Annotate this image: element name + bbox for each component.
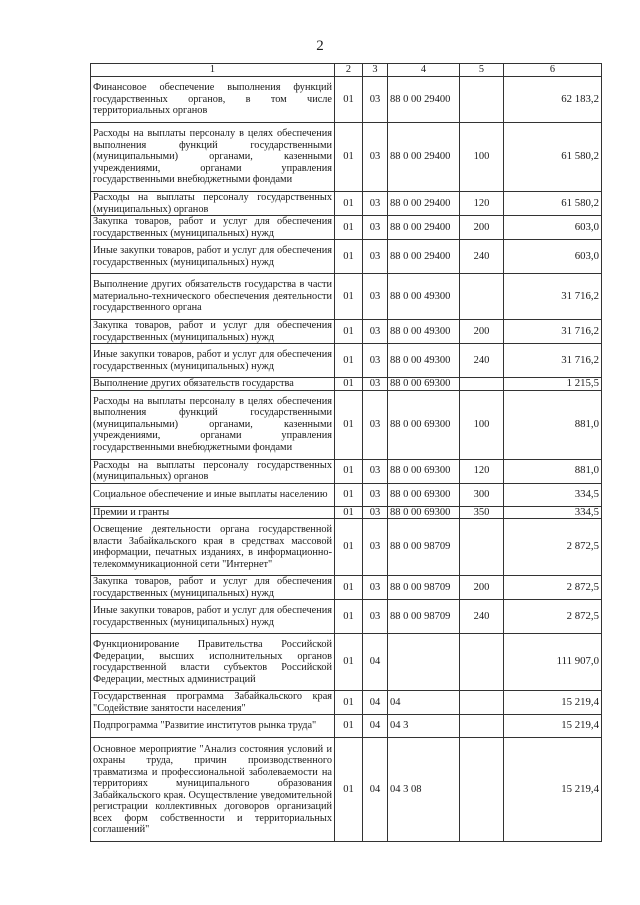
table-row: [91, 320, 602, 344]
header-col-name: 1: [91, 64, 335, 77]
cell-target-article: 88 0 00 29400: [388, 123, 460, 192]
table-row: [91, 483, 602, 506]
table-row: [91, 77, 602, 123]
cell-section: 01: [335, 634, 363, 691]
cell-subsection: 03: [363, 576, 388, 600]
cell-expense-type: [460, 77, 504, 123]
table-row: [91, 123, 602, 192]
cell-name: Подпрограмма "Развитие институтов рынка труда": [91, 715, 335, 738]
header-col-expense-type: 5: [460, 64, 504, 77]
cell-target-article: 88 0 00 49300: [388, 320, 460, 344]
cell-target-article: 88 0 00 49300: [388, 274, 460, 320]
cell-subsection: 03: [363, 274, 388, 320]
table-row: [91, 390, 602, 459]
cell-subsection: 03: [363, 459, 388, 483]
cell-subsection: 03: [363, 519, 388, 576]
cell-amount: 881,0: [504, 390, 602, 459]
cell-expense-type: [460, 738, 504, 842]
table-body: [91, 77, 602, 842]
table-row: [91, 216, 602, 240]
cell-subsection: 03: [363, 390, 388, 459]
cell-name: Иные закупки товаров, работ и услуг для обеспечения государственных (муниципальных) нужд: [91, 600, 335, 634]
cell-subsection: 03: [363, 77, 388, 123]
cell-section: 01: [335, 506, 363, 519]
cell-target-article: 88 0 00 69300: [388, 459, 460, 483]
table-row: [91, 459, 602, 483]
cell-name: Выполнение других обязательств государства: [91, 378, 335, 391]
cell-expense-type: 350: [460, 506, 504, 519]
cell-section: 01: [335, 576, 363, 600]
header-row: [91, 64, 602, 77]
cell-target-article: 88 0 00 69300: [388, 390, 460, 459]
table-header: [91, 64, 602, 77]
cell-target-article: 88 0 00 49300: [388, 344, 460, 378]
cell-amount: 603,0: [504, 216, 602, 240]
cell-section: 01: [335, 344, 363, 378]
header-col-target-article: 4: [388, 64, 460, 77]
cell-section: 01: [335, 320, 363, 344]
cell-section: 01: [335, 459, 363, 483]
cell-subsection: 03: [363, 240, 388, 274]
cell-expense-type: [460, 691, 504, 715]
cell-section: 01: [335, 390, 363, 459]
cell-target-article: 88 0 00 98709: [388, 576, 460, 600]
table-row: [91, 738, 602, 842]
cell-name: Закупка товаров, работ и услуг для обеспечения государственных (муниципальных) нужд: [91, 216, 335, 240]
cell-subsection: 04: [363, 634, 388, 691]
budget-table: [90, 63, 602, 842]
cell-amount: 334,5: [504, 506, 602, 519]
cell-subsection: 03: [363, 378, 388, 391]
cell-target-article: 88 0 00 69300: [388, 378, 460, 391]
cell-name: Финансовое обеспечение выполнения функций государственных органов, в том числе территориальных органов: [91, 77, 335, 123]
cell-target-article: 04 3: [388, 715, 460, 738]
cell-expense-type: 120: [460, 192, 504, 216]
cell-expense-type: 200: [460, 576, 504, 600]
cell-section: 01: [335, 77, 363, 123]
cell-section: 01: [335, 240, 363, 274]
cell-subsection: 04: [363, 691, 388, 715]
cell-section: 01: [335, 738, 363, 842]
cell-amount: 334,5: [504, 483, 602, 506]
cell-target-article: [388, 634, 460, 691]
cell-section: 01: [335, 600, 363, 634]
cell-expense-type: 200: [460, 216, 504, 240]
cell-target-article: 88 0 00 98709: [388, 600, 460, 634]
cell-section: 01: [335, 519, 363, 576]
cell-name: Государственная программа Забайкальского края "Содействие занятости населения": [91, 691, 335, 715]
cell-section: 01: [335, 691, 363, 715]
table-row: [91, 715, 602, 738]
cell-expense-type: 300: [460, 483, 504, 506]
cell-amount: 881,0: [504, 459, 602, 483]
cell-subsection: 04: [363, 738, 388, 842]
header-col-section: 2: [335, 64, 363, 77]
cell-section: 01: [335, 715, 363, 738]
table-row: [91, 192, 602, 216]
cell-expense-type: [460, 715, 504, 738]
table-row: [91, 519, 602, 576]
cell-expense-type: [460, 378, 504, 391]
cell-amount: 15 219,4: [504, 715, 602, 738]
cell-subsection: 03: [363, 600, 388, 634]
cell-name: Закупка товаров, работ и услуг для обеспечения государственных (муниципальных) нужд: [91, 576, 335, 600]
cell-amount: 1 215,5: [504, 378, 602, 391]
cell-amount: 2 872,5: [504, 600, 602, 634]
page-number: 2: [316, 38, 324, 54]
cell-section: 01: [335, 216, 363, 240]
cell-amount: 111 907,0: [504, 634, 602, 691]
cell-name: Освещение деятельности органа государственной власти Забайкальского края в средствах массовой информации, печатных изданиях, в информационно-телекоммуникационной сети "Интернет": [91, 519, 335, 576]
cell-amount: 31 716,2: [504, 320, 602, 344]
cell-target-article: 88 0 00 98709: [388, 519, 460, 576]
cell-target-article: 04: [388, 691, 460, 715]
table-row: [91, 240, 602, 274]
cell-expense-type: 120: [460, 459, 504, 483]
cell-expense-type: 240: [460, 600, 504, 634]
cell-subsection: 03: [363, 344, 388, 378]
header-col-subsection: 3: [363, 64, 388, 77]
cell-name: Премии и гранты: [91, 506, 335, 519]
cell-expense-type: 200: [460, 320, 504, 344]
table-row: [91, 691, 602, 715]
cell-subsection: 04: [363, 715, 388, 738]
cell-subsection: 03: [363, 123, 388, 192]
cell-target-article: 88 0 00 29400: [388, 77, 460, 123]
cell-expense-type: [460, 274, 504, 320]
cell-name: Расходы на выплаты персоналу государственных (муниципальных) органов: [91, 459, 335, 483]
cell-amount: 603,0: [504, 240, 602, 274]
cell-subsection: 03: [363, 483, 388, 506]
cell-subsection: 03: [363, 506, 388, 519]
cell-name: Расходы на выплаты персоналу в целях обеспечения выполнения функций государственными (муниципальными) органами, казенными учреждениями, органами управления государственными внебюджетными фондами: [91, 390, 335, 459]
cell-target-article: 88 0 00 29400: [388, 216, 460, 240]
cell-section: 01: [335, 378, 363, 391]
cell-amount: 62 183,2: [504, 77, 602, 123]
table-row: [91, 378, 602, 391]
cell-name: Расходы на выплаты персоналу в целях обеспечения выполнения функций государственными (муниципальными) органами, казенными учреждениями, органами управления государственными внебюджетными фондами: [91, 123, 335, 192]
cell-subsection: 03: [363, 216, 388, 240]
cell-amount: 61 580,2: [504, 123, 602, 192]
cell-name: Расходы на выплаты персоналу государственных (муниципальных) органов: [91, 192, 335, 216]
cell-name: Закупка товаров, работ и услуг для обеспечения государственных (муниципальных) нужд: [91, 320, 335, 344]
cell-expense-type: 100: [460, 123, 504, 192]
cell-amount: 31 716,2: [504, 344, 602, 378]
cell-expense-type: 240: [460, 344, 504, 378]
table-row: [91, 506, 602, 519]
table-row: [91, 634, 602, 691]
cell-subsection: 03: [363, 320, 388, 344]
cell-target-article: 88 0 00 69300: [388, 483, 460, 506]
cell-name: Функционирование Правительства Российской Федерации, высших исполнительных органов государственной власти субъектов Российской Федерации, местных администраций: [91, 634, 335, 691]
cell-subsection: 03: [363, 192, 388, 216]
cell-amount: 31 716,2: [504, 274, 602, 320]
table-row: [91, 600, 602, 634]
table-row: [91, 344, 602, 378]
cell-name: Социальное обеспечение и иные выплаты населению: [91, 483, 335, 506]
cell-target-article: 88 0 00 29400: [388, 192, 460, 216]
cell-section: 01: [335, 192, 363, 216]
cell-target-article: 04 3 08: [388, 738, 460, 842]
table-row: [91, 576, 602, 600]
cell-expense-type: 100: [460, 390, 504, 459]
cell-expense-type: [460, 519, 504, 576]
cell-amount: 15 219,4: [504, 738, 602, 842]
cell-name: Выполнение других обязательств государства в части материально-технического обеспечения деятельности государственного органа: [91, 274, 335, 320]
cell-section: 01: [335, 123, 363, 192]
cell-section: 01: [335, 483, 363, 506]
cell-section: 01: [335, 274, 363, 320]
cell-amount: 61 580,2: [504, 192, 602, 216]
cell-name: Иные закупки товаров, работ и услуг для обеспечения государственных (муниципальных) нужд: [91, 344, 335, 378]
cell-expense-type: [460, 634, 504, 691]
cell-amount: 2 872,5: [504, 576, 602, 600]
cell-target-article: 88 0 00 29400: [388, 240, 460, 274]
cell-name: Иные закупки товаров, работ и услуг для обеспечения государственных (муниципальных) нужд: [91, 240, 335, 274]
cell-name: Основное мероприятие "Анализ состояния условий и охраны труда, причин производственного травматизма и профессиональной заболеваемости на территориях муниципального образования Забайкальского края. Осуществление уведомительной регистрации коллективных договоров организаций всех форм собственности и территориальных соглашений": [91, 738, 335, 842]
cell-target-article: 88 0 00 69300: [388, 506, 460, 519]
cell-expense-type: 240: [460, 240, 504, 274]
cell-amount: 15 219,4: [504, 691, 602, 715]
table-row: [91, 274, 602, 320]
cell-amount: 2 872,5: [504, 519, 602, 576]
header-col-amount: 6: [504, 64, 602, 77]
